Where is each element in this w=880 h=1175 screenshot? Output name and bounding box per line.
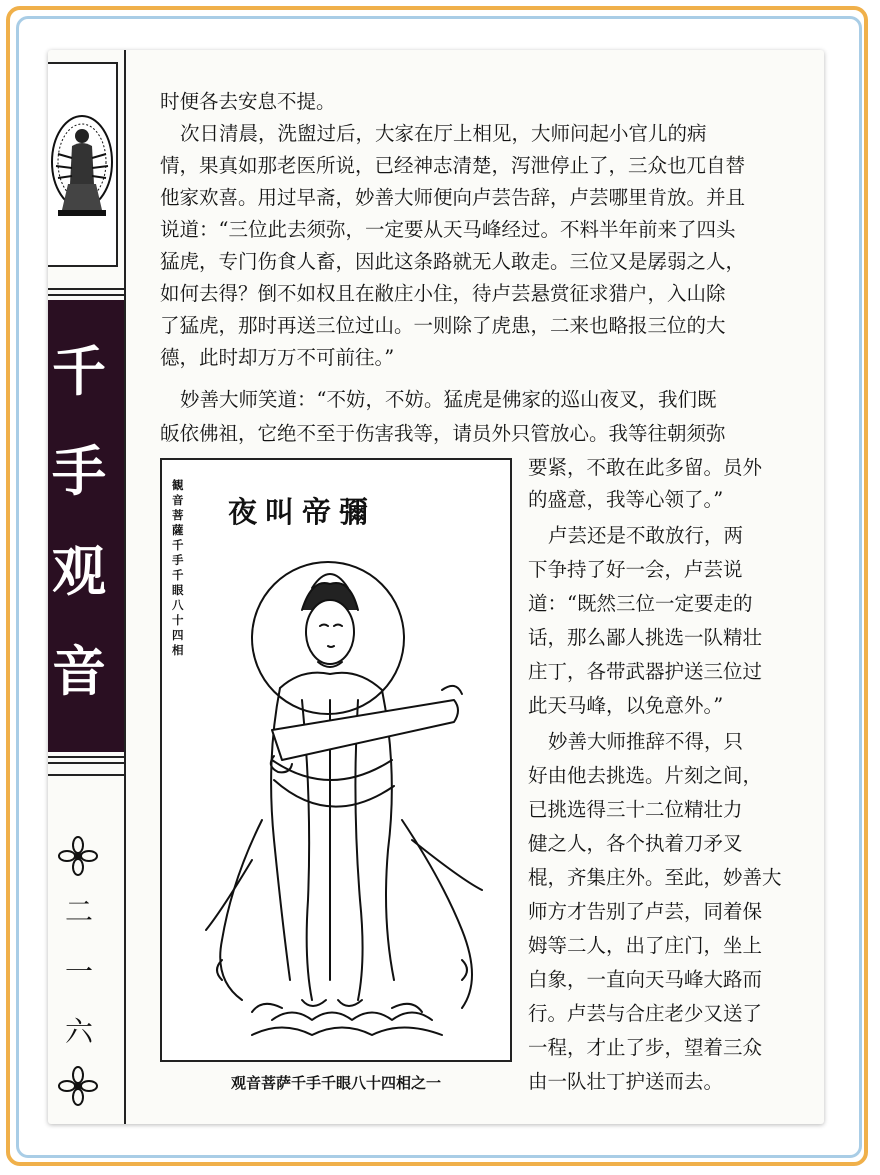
illustration-caption: 观音菩萨千手千眼八十四相之一 xyxy=(230,1074,441,1092)
page-number-char: 六 xyxy=(64,1015,93,1048)
body-text-line: 了猛虎，那时再送三位过山。一则除了虎患，二来也略报三位的大 xyxy=(160,314,726,337)
book-page xyxy=(48,50,824,1124)
book-title-char: 千 xyxy=(52,339,106,403)
column-text-line: 行。卢芸与合庄老少又送了 xyxy=(528,1002,763,1025)
body-text-line: 他家欢喜。用过早斋，妙善大师便向卢芸告辞，卢芸哪里肯放。并且 xyxy=(160,186,746,209)
book-title-char: 手 xyxy=(52,439,106,503)
title-band-bottom-rule xyxy=(48,756,124,764)
body-text-line: 次日清晨，洗盥过后，大家在厅上相见，大师问起小官儿的病 xyxy=(180,122,707,145)
title-band-top-rule xyxy=(48,288,124,296)
column-text-line: 师方才告别了卢芸，同着保 xyxy=(528,900,763,923)
column-text-line: 好由他去挑选。片刻之间， xyxy=(528,764,763,787)
body-text-line: 情，果真如那老医所说，已经神志清楚，泻泄停止了，三众也兀自替 xyxy=(160,154,746,177)
column-text-line: 卢芸还是不敢放行，两 xyxy=(548,524,744,547)
column-text-line: 一程，才止了步，望着三众 xyxy=(528,1036,763,1059)
body-text-line: 如何去得？倒不如权且在敝庄小住，待卢芸悬赏征求猎户，入山除 xyxy=(160,282,726,305)
column-text-line: 棍，齐集庄外。至此，妙善大 xyxy=(528,866,782,889)
page-number-box xyxy=(48,774,124,1124)
page-number-char: 二 xyxy=(64,895,93,928)
flower-ornament-icon xyxy=(58,836,98,876)
column-text-line: 庄丁，各带武器护送三位过 xyxy=(528,660,763,683)
guanyin-illustration xyxy=(160,458,512,1062)
column-text-line: 的盛意，我等心领了。” xyxy=(528,488,724,511)
page-number-char: 一 xyxy=(64,955,93,988)
sidebar-rule xyxy=(124,50,126,1124)
body-text-line: 时便各去安息不提。 xyxy=(160,90,336,113)
page-sidebar xyxy=(48,50,126,1124)
column-text-line: 姆等二人，出了庄门，坐上 xyxy=(528,934,763,957)
guanyin-figure-icon xyxy=(162,460,510,1060)
column-text-line: 道：“既然三位一定要走的 xyxy=(528,592,753,615)
column-text-line: 妙善大师推辞不得，只 xyxy=(548,730,744,753)
column-text-line: 下争持了好一会，卢芸说 xyxy=(528,558,743,581)
column-text-line: 白象，一直向天马峰大路而 xyxy=(528,968,763,991)
illustration-title: 夜叫帝彌 xyxy=(228,495,377,529)
column-text-line: 健之人，各个执着刀矛叉 xyxy=(528,832,743,855)
body-text-line: 说道：“三位此去须弥，一定要从天马峰经过。不料半年前来了四头 xyxy=(160,218,736,241)
flower-ornament-icon xyxy=(58,1066,98,1106)
body-text-line: 猛虎，专门伤食人畜，因此这条路就无人敢走。三位又是孱弱之人， xyxy=(160,250,746,273)
thumbnail-box xyxy=(48,62,118,267)
guanyin-thumbnail-icon xyxy=(48,114,116,224)
column-text-line: 要紧，不敢在此多留。员外 xyxy=(528,456,763,479)
book-title-band xyxy=(48,300,124,752)
column-text-line: 由一队壮丁护送而去。 xyxy=(528,1070,724,1093)
illustration-side-inscription: 観音菩薩千手千眼八十四相 xyxy=(172,478,184,657)
body-text-line: 德，此时却万万不可前往。” xyxy=(160,346,395,369)
column-text-line: 此天马峰，以免意外。” xyxy=(528,694,724,717)
body-text-line: 妙善大师笑道：“不妨，不妨。猛虎是佛家的巡山夜叉，我们既 xyxy=(180,388,717,411)
book-title-char: 观 xyxy=(52,539,106,603)
book-title-char: 音 xyxy=(52,639,106,703)
column-text-line: 已挑选得三十二位精壮力 xyxy=(528,798,743,821)
column-text-line: 话，那么鄙人挑选一队精壮 xyxy=(528,626,763,649)
body-text-line: 皈依佛祖，它绝不至于伤害我等，请员外只管放心。我等往朝须弥 xyxy=(160,422,726,445)
